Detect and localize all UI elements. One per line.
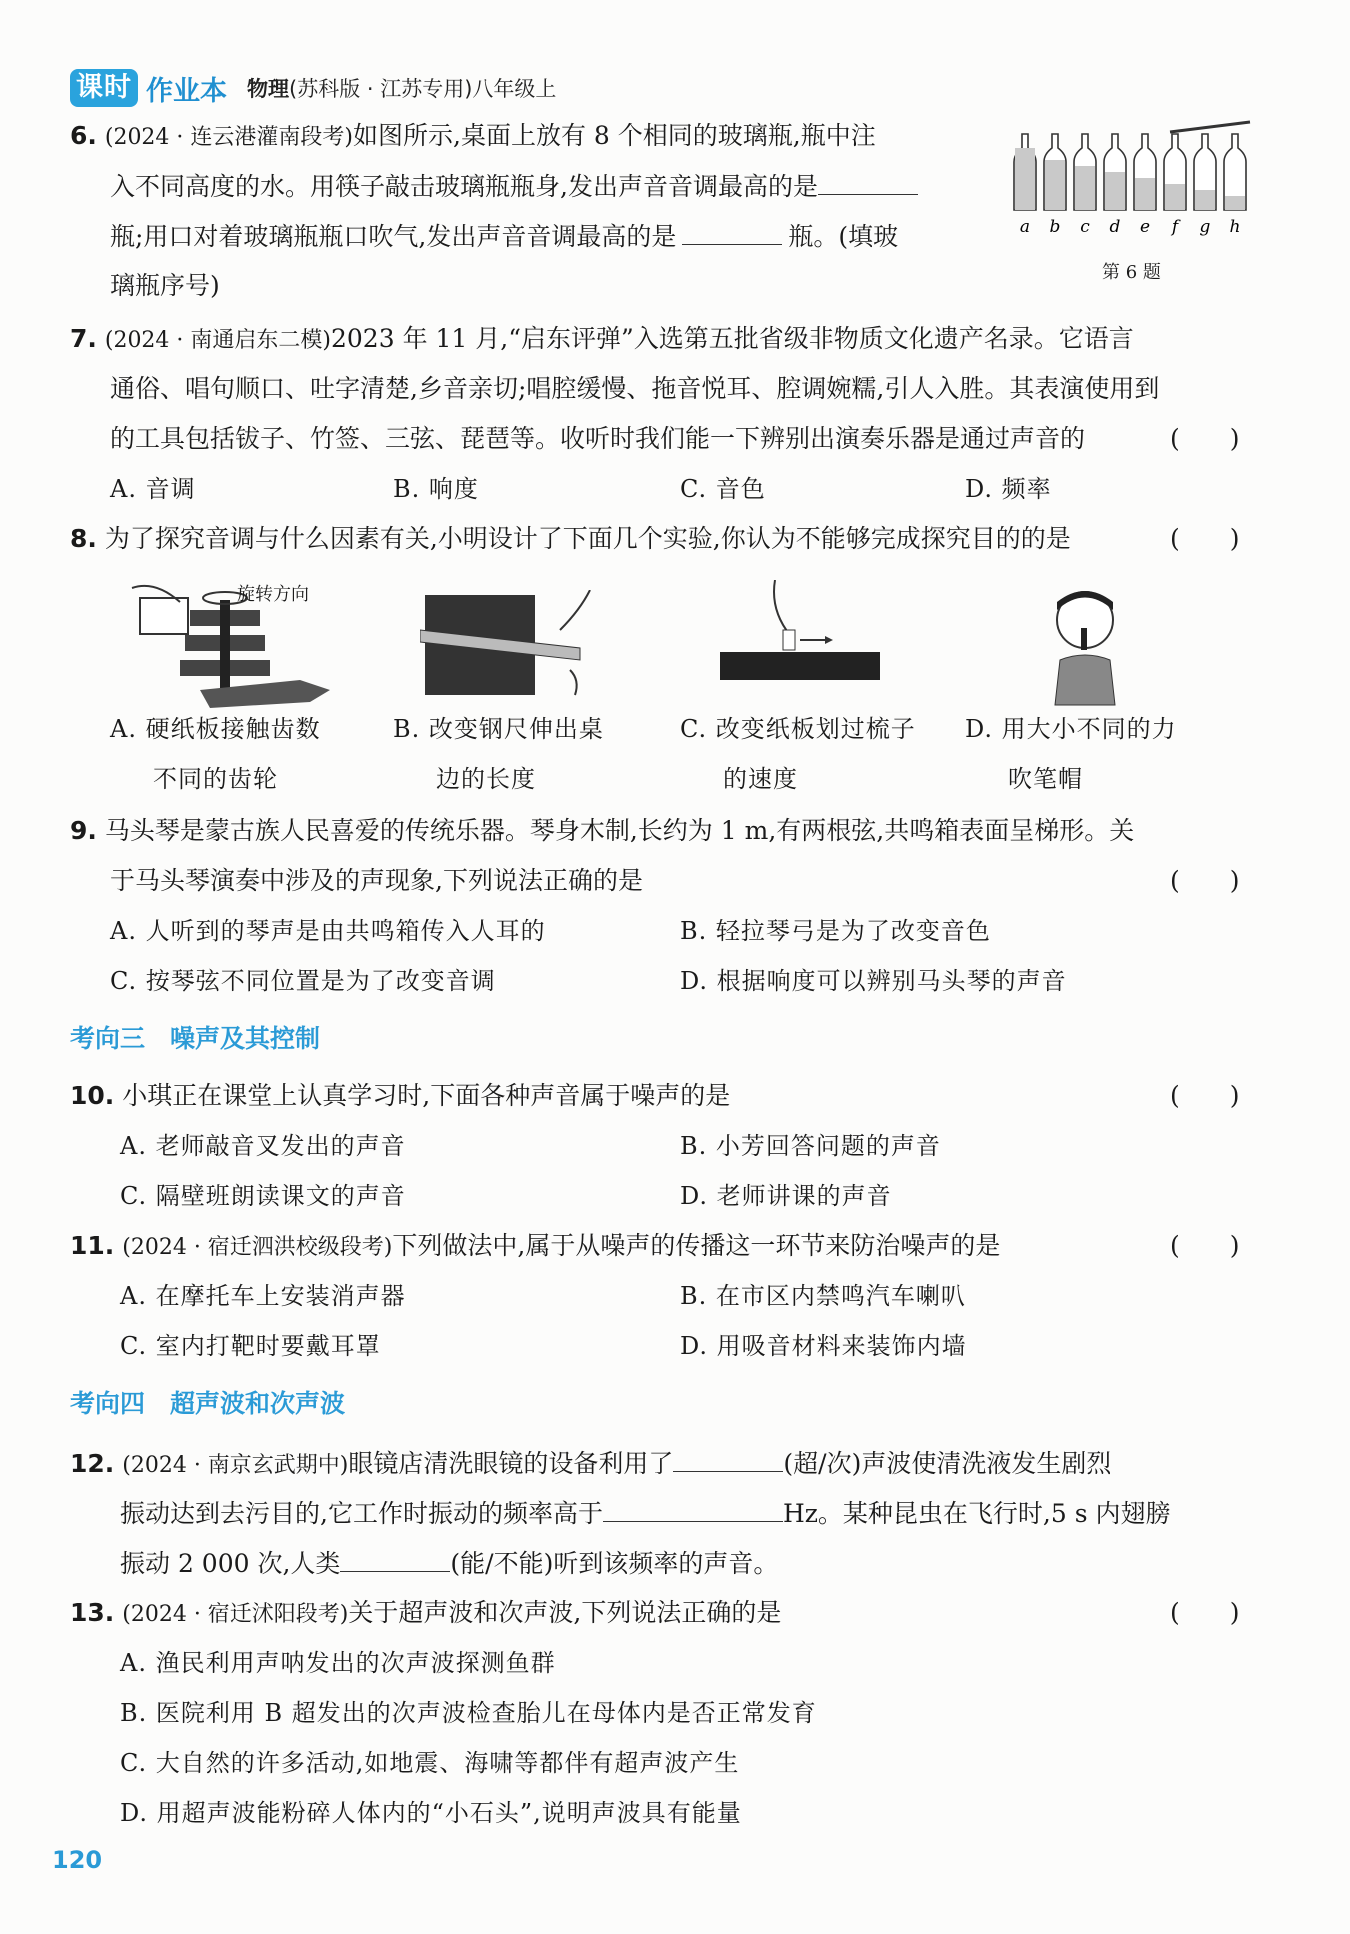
bottle-label: c	[1080, 217, 1090, 237]
q12-text1b: (超/次)声波使清洗液发生剧烈	[783, 1449, 1112, 1478]
q13-text1: 关于超声波和次声波,下列说法正确的是	[348, 1598, 782, 1627]
q7-line2: 通俗、唱句顺口、吐字清楚,乡音亲切;唱腔缓慢、拖音悦耳、腔调婉糯,引人入胜。其表演使用到	[110, 374, 1160, 403]
answer-blank[interactable]	[682, 220, 782, 245]
bottle-h	[1224, 134, 1246, 237]
q6-text3a: 瓶;用口对着玻璃瓶瓶口吹气,发出声音音调最高的是	[110, 222, 677, 251]
q8-line1	[70, 523, 1071, 555]
option-d[interactable]: D. 用吸音材料来装饰内墙	[680, 1332, 967, 1360]
option-b[interactable]: B. 小芳回答问题的声音	[680, 1132, 941, 1160]
question-number: 6.	[70, 121, 97, 150]
q9-text1: 马头琴是蒙古族人民喜爱的传统乐器。琴身木制,长约为 1 m,有两根弦,共鸣箱表面呈梯形。关	[104, 816, 1135, 845]
bottle-label: g	[1199, 217, 1211, 237]
base	[200, 680, 330, 708]
hand-icon	[560, 590, 590, 630]
question-number: 7.	[70, 324, 97, 353]
question-number: 13.	[70, 1598, 115, 1627]
q7-line3: 的工具包括钹子、竹签、三弦、琵琶等。收听时我们能一下辨别出演奏乐器是通过声音的	[110, 424, 1086, 453]
bottle-label: d	[1109, 217, 1121, 237]
option-b[interactable]: B. 轻拉琴弓是为了改变音色	[680, 917, 991, 945]
q6-text1: 如图所示,桌面上放有 8 个相同的玻璃瓶,瓶中注	[353, 121, 876, 150]
option-c[interactable]: C. 改变纸板划过梳子	[680, 715, 916, 743]
option-c[interactable]: C. 隔壁班朗读课文的声音	[120, 1182, 406, 1210]
subject: 物理	[247, 77, 289, 101]
bottle-label: a	[1019, 217, 1031, 237]
steel-ruler-figure	[420, 590, 600, 700]
bottle-a	[1014, 134, 1036, 237]
q9-line2: 于马头琴演奏中涉及的声现象,下列说法正确的是	[110, 866, 643, 895]
bottle-label: e	[1139, 217, 1151, 237]
logo	[70, 69, 227, 108]
bottle-d	[1104, 134, 1126, 237]
q12-text1a: 眼镜店清洗眼镜的设备利用了	[348, 1449, 674, 1478]
bottle-c	[1074, 134, 1096, 237]
q6-line1	[70, 120, 876, 154]
q9-line1	[70, 815, 1134, 847]
answer-blank[interactable]	[818, 170, 918, 195]
q6-line2	[110, 170, 918, 203]
q6-text3b: 瓶。(填玻	[788, 222, 899, 251]
answer-parens[interactable]: ( )	[1170, 424, 1240, 453]
body	[1055, 655, 1115, 705]
q8-text1: 为了探究音调与什么因素有关,小明设计了下面几个实验,你认为不能够完成探究目的的是	[104, 524, 1071, 553]
option-d[interactable]: D. 用大小不同的力	[965, 715, 1177, 743]
option-d[interactable]: D. 老师讲课的声音	[680, 1182, 892, 1210]
answer-blank[interactable]	[673, 1447, 783, 1472]
q7-line1	[70, 323, 1134, 357]
chopstick	[1170, 122, 1250, 132]
answer-parens[interactable]: ( )	[1170, 1081, 1240, 1110]
comb-figure	[715, 580, 885, 700]
q12-text2b: Hz。某种昆虫在飞行时,5 s 内翅膀	[782, 1499, 1171, 1528]
question-source: (2024 · 宿迁泗洪校级段考)	[122, 1235, 393, 1260]
water-level	[1045, 160, 1065, 210]
q7-text1: 2023 年 11 月,“启东评弹”入选第五批省级非物质文化遗产名录。它语言	[331, 324, 1134, 353]
q6-text2: 入不同高度的水。用筷子敲击玻璃瓶瓶身,发出声音音调最高的是	[110, 172, 818, 201]
q6-line3	[110, 220, 898, 253]
question-number: 11.	[70, 1231, 115, 1260]
water-level	[1075, 166, 1095, 210]
hand-icon	[774, 580, 790, 635]
question-number: 9.	[70, 816, 97, 845]
option-c[interactable]: C. 大自然的许多活动,如地震、海啸等都伴有超声波产生	[120, 1749, 740, 1777]
option-d[interactable]: D. 根据响度可以辨别马头琴的声音	[680, 967, 1067, 995]
answer-parens[interactable]: ( )	[1170, 1598, 1240, 1627]
bottle-label: h	[1229, 217, 1241, 237]
option-a-cont: 不同的齿轮	[153, 765, 278, 793]
pen-cap	[1081, 628, 1087, 650]
logo-main: 课时	[70, 69, 138, 107]
q11-text1: 下列做法中,属于从噪声的传播这一环节来防治噪声的是	[392, 1231, 1001, 1260]
answer-blank[interactable]	[340, 1547, 450, 1572]
edition: (苏科版 · 江苏专用)八年级上	[289, 77, 557, 101]
q11-line1	[70, 1230, 1000, 1264]
axle	[220, 600, 230, 700]
question-source: (2024 · 南京玄武期中)	[122, 1453, 349, 1478]
answer-blank[interactable]	[603, 1497, 783, 1522]
bottle-label: b	[1049, 217, 1061, 237]
q12-text2a: 振动达到去污目的,它工作时振动的频率高于	[120, 1499, 603, 1528]
q6-line4	[110, 270, 220, 302]
question-source: (2024 · 宿迁沭阳段考)	[122, 1602, 349, 1627]
bottles-figure	[1010, 118, 1255, 248]
q13-line1	[70, 1597, 781, 1631]
question-number: 8.	[70, 524, 97, 553]
option-b[interactable]: B. 医院利用 B 超发出的次声波检查胎儿在母体内是否正常发育	[120, 1699, 817, 1727]
option-a[interactable]: A. 人听到的琴声是由共鸣箱传入人耳的	[110, 917, 546, 945]
option-d-cont: 吹笔帽	[1008, 765, 1083, 793]
option-a[interactable]: A. 渔民利用声呐发出的次声波探测鱼群	[120, 1649, 556, 1677]
option-b[interactable]: B. 响度	[393, 475, 479, 503]
option-c[interactable]: C. 音色	[680, 475, 766, 503]
option-c[interactable]: C. 按琴弦不同位置是为了改变音调	[110, 967, 496, 995]
q6-text4: 璃瓶序号)	[110, 271, 220, 300]
bottle-e	[1134, 134, 1156, 237]
water-level	[1135, 178, 1155, 210]
finger-icon	[570, 670, 577, 695]
option-c-cont: 的速度	[723, 765, 798, 793]
option-a[interactable]: A. 在摩托车上安装消声器	[120, 1282, 406, 1310]
answer-parens[interactable]: ( )	[1170, 524, 1240, 553]
water-level	[1165, 184, 1185, 210]
option-a[interactable]: A. 硬纸板接触齿数	[110, 715, 321, 743]
q12-line2	[120, 1497, 1171, 1530]
page-number: 120	[52, 1846, 103, 1874]
water-level	[1015, 148, 1035, 210]
option-b-cont: 边的长度	[436, 765, 536, 793]
option-d[interactable]: D. 频率	[965, 475, 1052, 503]
option-a[interactable]: A. 老师敲音叉发出的声音	[120, 1132, 406, 1160]
question-source: (2024 · 南通启东二模)	[104, 328, 331, 353]
option-b[interactable]: B. 改变钢尺伸出桌	[393, 715, 604, 743]
q12-line3	[120, 1547, 778, 1580]
answer-parens[interactable]: ( )	[1170, 1231, 1240, 1260]
rotation-label: 旋转方向	[237, 584, 309, 605]
option-b[interactable]: B. 在市区内禁鸣汽车喇叭	[680, 1282, 966, 1310]
figure-caption: 第 6 题	[1102, 262, 1161, 283]
question-source: (2024 · 连云港灌南段考)	[104, 125, 353, 150]
bottle-g	[1194, 134, 1216, 237]
q12-text3b: (能/不能)听到该频率的声音。	[450, 1549, 779, 1578]
card	[783, 630, 795, 650]
page-header	[70, 68, 556, 108]
water-level	[1105, 172, 1125, 210]
q10-line1	[70, 1080, 730, 1112]
pen-cap-figure	[1035, 580, 1145, 710]
arrow-head	[825, 636, 833, 644]
comb	[720, 652, 880, 680]
water-level	[1195, 190, 1215, 210]
q10-text1: 小琪正在课堂上认真学习时,下面各种声音属于噪声的是	[122, 1081, 731, 1110]
bottle-f	[1164, 134, 1186, 237]
q12-line1	[70, 1447, 1111, 1482]
bottle-label: f	[1171, 217, 1179, 237]
question-number: 12.	[70, 1449, 115, 1478]
section-heading-ultrasound: 考向四 超声波和次声波	[70, 1389, 346, 1418]
water-level	[1225, 196, 1245, 210]
logo-sub: 作业本	[146, 75, 227, 107]
section-heading-noise: 考向三 噪声及其控制	[70, 1024, 321, 1053]
option-d[interactable]: D. 用超声波能粉碎人体内的“小石头”,说明声波具有能量	[120, 1799, 742, 1827]
q12-text3a: 振动 2 000 次,人类	[120, 1549, 341, 1578]
answer-parens[interactable]: ( )	[1170, 866, 1240, 895]
book-title	[247, 73, 556, 103]
option-c[interactable]: C. 室内打靶时要戴耳罩	[120, 1332, 381, 1360]
cardboard	[140, 598, 188, 634]
bottle-b	[1044, 134, 1066, 237]
question-number: 10.	[70, 1081, 115, 1110]
option-a[interactable]: A. 音调	[110, 475, 196, 503]
